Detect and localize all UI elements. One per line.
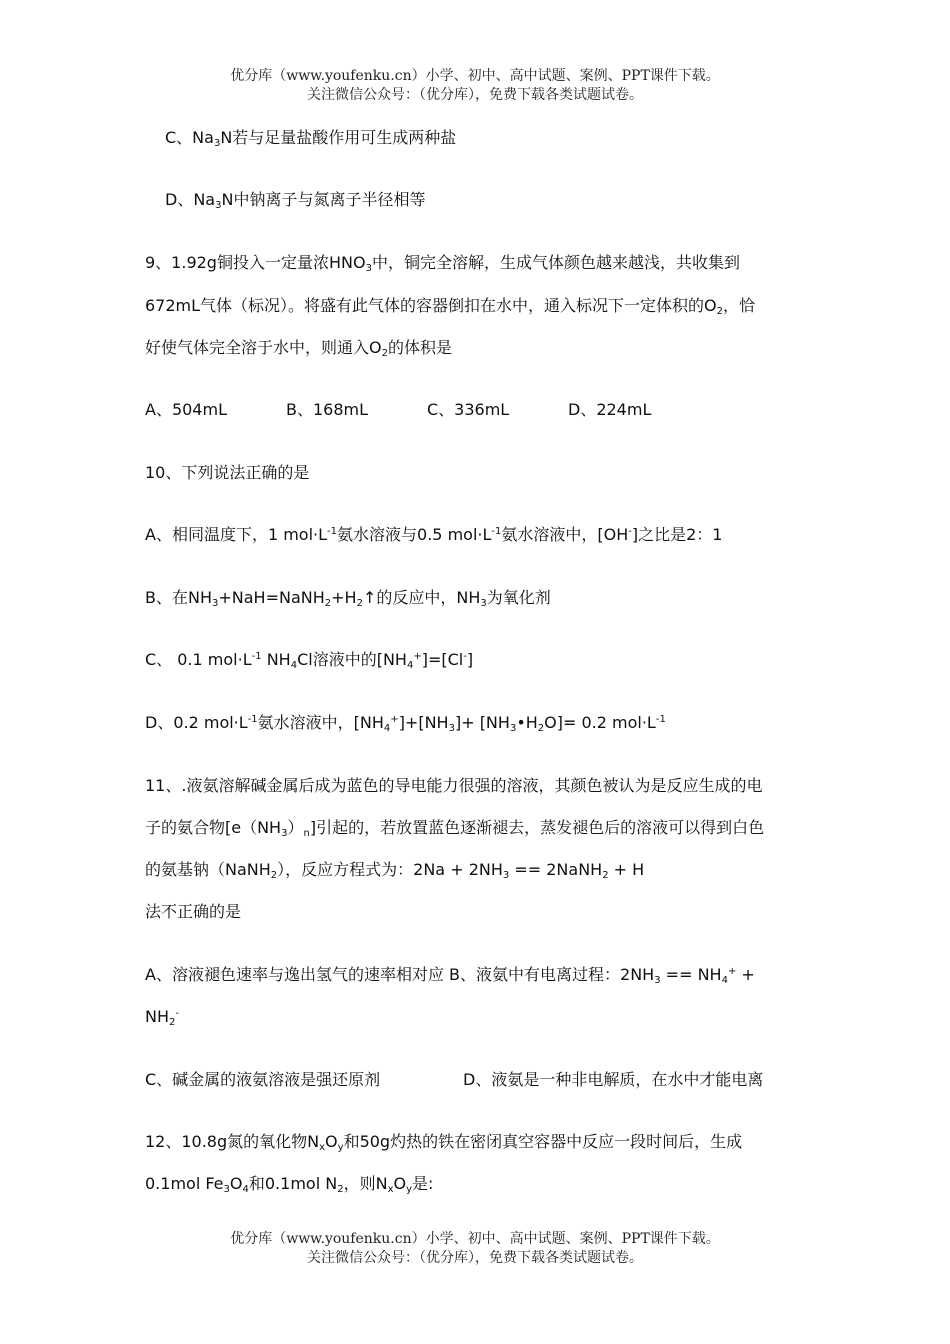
q12-stem-line-1: 12、10.8g氮的氧化物$N_xO_y$和50g灼热的铁在密闭真空容器中反应一段时间后，生成 [145, 1132, 743, 1153]
page-footer [0, 1230, 950, 1268]
q11-options-cd [145, 1069, 763, 1091]
q10-option-c: C、 0.1 $mol\cdot L^{-1}$ $NH_4Cl$溶液中的$[NH_4^+]=[Cl^-]$ [145, 650, 474, 671]
q10-option-b: B、在$NH_3+NaH=NaNH_2+H_2↑$的反应中，$NH_3$为氧化剂 [145, 588, 551, 609]
q9-stem-line-3: 好使气体完全溶于水中，则通入$O_2$的体积是 [145, 338, 452, 359]
q9-options [145, 399, 651, 421]
q9-stem-line-1: 9、1.92g铜投入一定量浓$HNO_3$中，铜完全溶解，生成气体颜色越来越浅，共收集到 [145, 253, 740, 274]
header-line-2: 关注微信公众号：（优分库），免费下载各类试题试卷。 [307, 87, 643, 103]
header-line-1: 优分库（www.youfenku.cn）小学、初中、高中试题、案例、PPT课件下载。 [230, 68, 720, 84]
q12-stem-line-2: 0.1mol $Fe_3O_4$和0.1mol $N_2$，则$N_xO_y$是: [145, 1174, 434, 1195]
q9-stem-line-2: 672mL气体（标况）。将盛有此气体的容器倒扣在水中，通入标况下一定体积的$O_2$，恰 [145, 296, 756, 317]
q11-stem-line-2: 子的氨合物$[e(NH_3)_n]$引起的，若放置蓝色逐渐褪去，蒸发褪色后的溶液可以得到白色 [145, 818, 765, 839]
q8-option-c: C、$Na_3N$若与足量盐酸作用可生成两种盐 [165, 128, 457, 149]
footer-line-1: 优分库（www.youfenku.cn）小学、初中、高中试题、案例、PPT课件下载。 [230, 1231, 720, 1247]
q11-stem-line-1: 11、.液氨溶解碱金属后成为蓝色的导电能力很强的溶液，其颜色被认为是反应生成的电 [145, 776, 763, 795]
q9-option-a: A、504mL [145, 400, 227, 419]
q10-option-a: A、相同温度下，1 $mol\cdot L^{-1}$氨水溶液与0.5 $mol\cdot L^{-1}$氨水溶液中，[OH-]之比是2：1 [145, 525, 723, 544]
q11-stem-line-4: 法不正确的是 [145, 902, 242, 921]
q10-stem: 10、下列说法正确的是 [145, 463, 310, 482]
q11-option-d: D、液氨是一种非电解质，在水中才能电离 [463, 1070, 764, 1089]
q11-options-ab-continued: $NH_2^-$ [145, 1007, 179, 1028]
q10-option-d: D、0.2 $mol\cdot L^{-1}$氨水溶液中，$[NH_4^+]+[NH_3]+$ $[NH_3•H_2O]= 0.2$ $mol\cdot L^{-1}$ [145, 713, 666, 734]
q11-options-ab: A、溶液褪色速率与逸出氢气的速率相对应 B、液氨中有电离过程：$2NH_3 == NH_4^+$ + [145, 965, 755, 986]
q9-option-d: D、224mL [568, 400, 652, 419]
q8-option-d: D、$Na_3N$中钠离子与氮离子半径相等 [165, 190, 426, 211]
page-header [0, 67, 950, 105]
q11-option-c: C、碱金属的液氨溶液是强还原剂 [145, 1070, 381, 1089]
q9-option-c: C、336mL [427, 400, 510, 419]
q9-option-b: B、168mL [286, 400, 369, 419]
footer-line-2: 关注微信公众号：（优分库），免费下载各类试题试卷。 [307, 1250, 643, 1266]
q11-stem-line-3: 的氨基钠（NaNH$_2$），反应方程式为：$2Na + 2NH_3$ == 2NaNH$_2$ + H [145, 860, 645, 881]
